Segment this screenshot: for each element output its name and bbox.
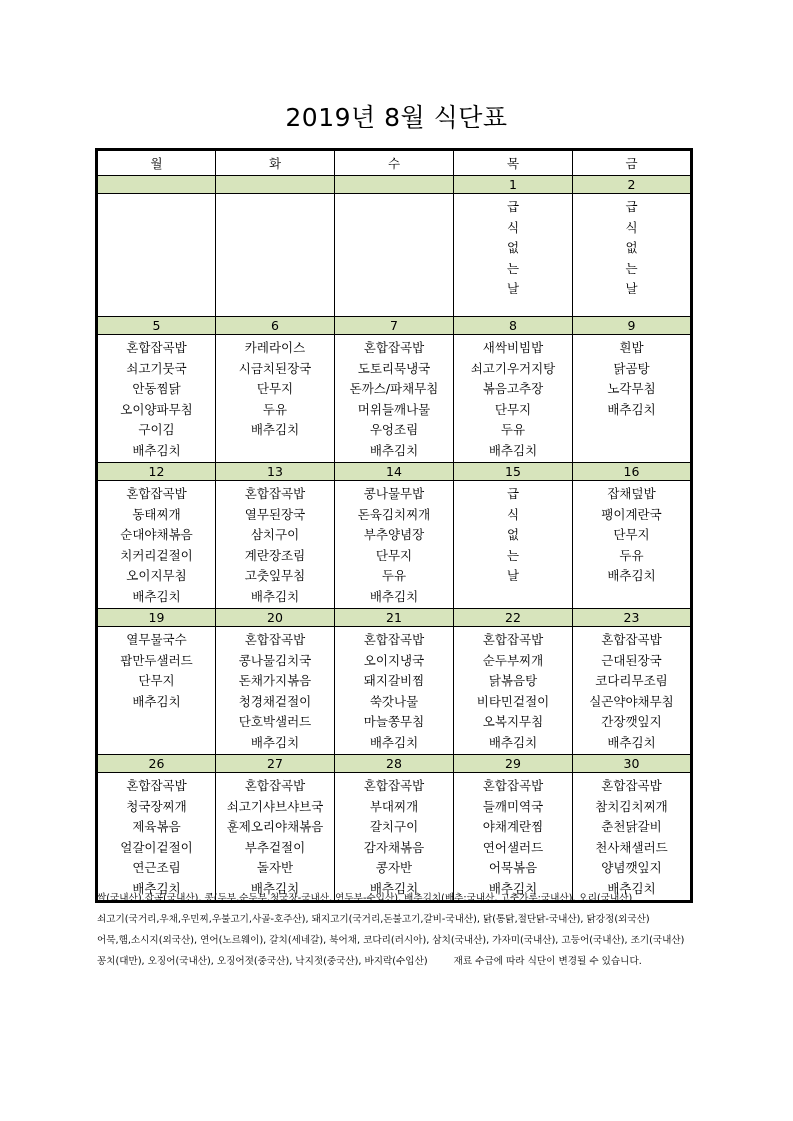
menu-item: 는 xyxy=(625,260,638,276)
day-header-thu: 목 xyxy=(454,150,573,176)
menu-item: 근대된장국 xyxy=(601,652,662,668)
menu-item: 콩자반 xyxy=(375,860,413,875)
menu-item: 급 xyxy=(625,199,638,214)
menu-item: 배추김치 xyxy=(132,442,181,458)
menu-item: 노각무침 xyxy=(607,381,656,396)
menu-item: 새싹비빔밥 xyxy=(482,340,544,355)
menu-item: 고춧잎무침 xyxy=(244,568,306,583)
menu-item: 시금치된장국 xyxy=(238,360,312,376)
menu-cell xyxy=(97,194,216,317)
date-cell: 9 xyxy=(573,317,692,335)
menu-item: 돈까스/파채무침 xyxy=(349,381,439,396)
date-row xyxy=(97,755,692,773)
menu-item: 혼합잡곡밥 xyxy=(482,632,544,647)
date-cell: 15 xyxy=(454,463,573,481)
date-cell: 26 xyxy=(97,755,216,773)
menu-item: 마늘쫑무침 xyxy=(363,714,425,729)
menu-item: 오이양파무침 xyxy=(120,401,193,417)
menu-item: 어묵볶음 xyxy=(488,860,538,875)
menu-item: 쇠고기뭇국 xyxy=(126,360,187,376)
menu-item: 열무된장국 xyxy=(244,506,306,522)
menu-row xyxy=(97,481,692,609)
menu-item: 배추김치 xyxy=(250,734,300,750)
menu-item: 혼합잡곡밥 xyxy=(601,632,662,647)
menu-item: 두유 xyxy=(500,422,526,437)
menu-item: 치커리겉절이 xyxy=(120,547,193,563)
menu-item: 단호박샐러드 xyxy=(238,714,312,729)
menu-item: 두유 xyxy=(619,547,644,563)
menu-item: 배추김치 xyxy=(607,568,656,583)
menu-item: 제육볶음 xyxy=(132,819,181,834)
menu-item: 혼합잡곡밥 xyxy=(126,340,187,355)
menu-item: 배추김치 xyxy=(488,734,538,750)
menu-cell xyxy=(454,481,573,609)
menu-item: 청국장찌개 xyxy=(126,798,187,814)
date-cell: 14 xyxy=(335,463,454,481)
date-cell: 8 xyxy=(454,317,573,335)
menu-item: 천사채샐러드 xyxy=(595,839,668,855)
menu-item: 카레라이스 xyxy=(244,340,306,355)
menu-item: 부대찌개 xyxy=(369,798,419,814)
menu-cell xyxy=(454,335,573,463)
menu-item: 배추김치 xyxy=(607,880,656,896)
menu-item: 잡채덮밥 xyxy=(607,486,656,501)
menu-item: 볶음고추장 xyxy=(482,381,544,396)
menu-item: 급 xyxy=(506,199,520,214)
menu-item: 훈제오리야채볶음 xyxy=(226,819,324,834)
menu-cell xyxy=(573,335,692,463)
menu-item: 배추김치 xyxy=(132,880,181,896)
date-cell: 12 xyxy=(97,463,216,481)
menu-item: 혼합잡곡밥 xyxy=(244,486,306,501)
menu-item: 돈육김치찌개 xyxy=(357,506,431,522)
menu-item: 두유 xyxy=(381,568,407,583)
date-cell: 19 xyxy=(97,609,216,627)
menu-item: 식 xyxy=(506,506,520,522)
menu-cell xyxy=(216,773,335,902)
menu-cell xyxy=(335,194,454,317)
menu-body xyxy=(97,176,692,902)
date-cell: 20 xyxy=(216,609,335,627)
menu-cell xyxy=(97,773,216,902)
menu-cell xyxy=(454,773,573,902)
origin-line: 쇠고기(국거리,우채,우민찌,우불고기,사골-호주산), 돼지고기(국거리,돈불고기,갈비-국내산), 닭(통닭,절단닭-국내산), 닭강정(외국산) xyxy=(97,914,650,925)
menu-item: 돼지갈비찜 xyxy=(363,673,425,688)
menu-item: 연어샐러드 xyxy=(482,839,544,855)
day-header-wed: 수 xyxy=(335,150,454,176)
menu-change-notice: 재료 수급에 따라 식단이 변경될 수 있습니다. xyxy=(453,956,642,967)
date-cell: 21 xyxy=(335,609,454,627)
menu-item: 급 xyxy=(506,486,520,501)
menu-cell xyxy=(97,481,216,609)
menu-item: 없 xyxy=(506,240,520,255)
menu-item: 식 xyxy=(506,219,520,235)
menu-item: 갈치구이 xyxy=(369,819,419,834)
menu-item: 없 xyxy=(625,240,638,255)
menu-item: 팽이계란국 xyxy=(601,506,662,522)
menu-cell xyxy=(454,194,573,317)
menu-item: 단무지 xyxy=(613,527,650,542)
menu-item: 코다리무조림 xyxy=(595,673,668,688)
menu-item: 야채계란찜 xyxy=(482,819,544,834)
menu-item: 오복지무침 xyxy=(482,714,544,729)
date-row xyxy=(97,176,692,194)
date-row xyxy=(97,463,692,481)
menu-item: 돌자반 xyxy=(256,860,294,875)
menu-item: 콩나물김치국 xyxy=(238,652,312,668)
date-cell: 29 xyxy=(454,755,573,773)
day-header-row xyxy=(97,150,692,176)
menu-item: 날 xyxy=(506,281,520,296)
menu-item: 혼합잡곡밥 xyxy=(126,486,187,501)
menu-item: 배추김치 xyxy=(369,880,419,896)
menu-item: 배추김치 xyxy=(488,442,538,458)
menu-item: 단무지 xyxy=(138,673,175,688)
menu-cell xyxy=(216,481,335,609)
date-cell: 13 xyxy=(216,463,335,481)
page-title: 2019년 8월 식단표 xyxy=(285,103,508,132)
menu-item: 간장깻잎지 xyxy=(601,714,662,729)
menu-cell xyxy=(216,335,335,463)
origin-line: 쌀(국내산),잡곡(국내산), 콩(두부,순두부,청국장-국내산, 연두부-수입산), 배추김치(배추:국내산, 고춧가루:국내산), 오리(국내산) xyxy=(97,893,633,904)
date-cell: 30 xyxy=(573,755,692,773)
origin-line-text: 꽁치(대만), 오징어(국내산), 오징어젓(중국산), 낙지젓(중국산), 바지락(수입산) xyxy=(97,956,428,967)
menu-cell xyxy=(216,627,335,755)
menu-item: 열무물국수 xyxy=(126,632,187,647)
menu-item: 동태찌개 xyxy=(132,506,181,522)
day-header-tue: 화 xyxy=(216,150,335,176)
menu-item: 식 xyxy=(625,219,638,235)
menu-item: 단무지 xyxy=(375,547,413,563)
menu-item: 혼합잡곡밥 xyxy=(126,778,187,793)
menu-item: 혼합잡곡밥 xyxy=(363,340,425,355)
menu-item: 청경채겉절이 xyxy=(238,693,312,709)
day-header-fri: 금 xyxy=(573,150,692,176)
menu-item: 도토리묵냉국 xyxy=(357,360,431,376)
menu-item: 삼치구이 xyxy=(250,527,300,542)
menu-item: 배추김치 xyxy=(369,442,419,458)
date-cell xyxy=(97,176,216,194)
date-cell xyxy=(335,176,454,194)
menu-row xyxy=(97,335,692,463)
menu-item: 닭볶음탕 xyxy=(488,673,538,688)
menu-item: 쇠고기샤브샤브국 xyxy=(226,798,324,814)
menu-item: 계란장조림 xyxy=(244,547,306,563)
menu-item: 순대야채볶음 xyxy=(120,527,193,542)
menu-item: 춘천닭갈비 xyxy=(601,819,662,834)
menu-item: 배추김치 xyxy=(607,734,656,750)
menu-row xyxy=(97,627,692,755)
menu-cell xyxy=(97,627,216,755)
menu-cell xyxy=(335,773,454,902)
menu-item: 배추김치 xyxy=(607,401,656,417)
menu-item: 배추김치 xyxy=(250,880,300,896)
menu-item: 단무지 xyxy=(256,381,294,396)
menu-item: 배추김치 xyxy=(369,588,419,604)
date-cell: 23 xyxy=(573,609,692,627)
menu-item: 배추김치 xyxy=(132,588,181,604)
menu-item: 얼갈이겉절이 xyxy=(120,839,193,855)
menu-item: 참치김치찌개 xyxy=(595,798,668,814)
origin-line-last xyxy=(97,951,707,972)
menu-cell xyxy=(216,194,335,317)
menu-item: 혼합잡곡밥 xyxy=(244,632,306,647)
menu-item: 부추겉절이 xyxy=(244,839,306,855)
menu-item: 배추김치 xyxy=(250,422,300,437)
menu-item: 혼합잡곡밥 xyxy=(244,778,306,793)
menu-item: 들깨미역국 xyxy=(482,798,544,814)
date-row xyxy=(97,609,692,627)
menu-item: 혼합잡곡밥 xyxy=(601,778,662,793)
menu-item: 배추김치 xyxy=(488,880,538,896)
menu-item: 배추김치 xyxy=(250,588,300,604)
date-cell: 28 xyxy=(335,755,454,773)
date-cell: 7 xyxy=(335,317,454,335)
menu-item: 순두부찌개 xyxy=(482,652,544,668)
menu-item: 혼합잡곡밥 xyxy=(482,778,544,793)
menu-item: 안동찜닭 xyxy=(132,381,181,396)
menu-cell xyxy=(573,194,692,317)
menu-item: 실곤약야채무침 xyxy=(589,693,674,709)
menu-item: 부추양념장 xyxy=(363,527,425,542)
menu-item: 콩나물무밥 xyxy=(363,486,425,501)
menu-cell xyxy=(97,335,216,463)
menu-item: 구이김 xyxy=(138,422,175,437)
menu-item: 는 xyxy=(506,260,520,276)
origin-line: 어묵,햄,소시지(외국산), 연어(노르웨이), 갈치(세네갈), 북어채, 코다리(러시아), 삼치(국내산), 가자미(국내산), 고등어(국내산), 조기(국내산) xyxy=(97,935,685,946)
day-header-mon: 월 xyxy=(97,150,216,176)
date-cell: 1 xyxy=(454,176,573,194)
date-row xyxy=(97,317,692,335)
menu-item: 우엉조림 xyxy=(369,422,419,437)
menu-item: 날 xyxy=(506,568,520,583)
menu-item: 두유 xyxy=(262,401,288,417)
menu-item: 연근조림 xyxy=(132,860,181,875)
menu-item: 흰밥 xyxy=(619,340,644,355)
menu-item: 양념깻잎지 xyxy=(601,860,662,875)
menu-item: 감자채볶음 xyxy=(363,839,425,855)
date-cell: 27 xyxy=(216,755,335,773)
date-cell xyxy=(216,176,335,194)
date-cell: 6 xyxy=(216,317,335,335)
menu-row xyxy=(97,773,692,902)
menu-cell xyxy=(335,335,454,463)
date-cell: 16 xyxy=(573,463,692,481)
menu-item: 배추김치 xyxy=(132,693,181,709)
menu-item: 쇠고기우거지탕 xyxy=(470,360,556,376)
menu-row xyxy=(97,194,692,317)
menu-item: 혼합잡곡밥 xyxy=(363,778,425,793)
menu-cell xyxy=(573,481,692,609)
date-cell: 2 xyxy=(573,176,692,194)
menu-cell xyxy=(335,627,454,755)
menu-table xyxy=(95,148,693,903)
menu-item: 닭곰탕 xyxy=(613,360,650,376)
menu-item: 오이지냉국 xyxy=(363,652,425,668)
menu-item: 돈채가지볶음 xyxy=(238,673,312,688)
menu-item: 쑥갓나물 xyxy=(369,693,419,709)
menu-item: 배추김치 xyxy=(369,734,419,750)
menu-item: 단무지 xyxy=(494,401,532,417)
menu-item: 혼합잡곡밥 xyxy=(363,632,425,647)
menu-item: 머위들깨나물 xyxy=(357,401,431,417)
menu-cell xyxy=(454,627,573,755)
menu-item: 오이지무침 xyxy=(126,568,187,583)
menu-cell xyxy=(573,627,692,755)
menu-item: 비타민겉절이 xyxy=(476,693,550,709)
menu-item: 날 xyxy=(625,281,638,296)
menu-cell xyxy=(573,773,692,902)
footer-origin-notes xyxy=(97,888,707,972)
menu-cell xyxy=(335,481,454,609)
date-cell: 5 xyxy=(97,317,216,335)
menu-item: 없 xyxy=(506,527,520,542)
menu-item: 팝만두샐러드 xyxy=(120,652,193,668)
date-cell: 22 xyxy=(454,609,573,627)
menu-item: 는 xyxy=(506,547,520,563)
